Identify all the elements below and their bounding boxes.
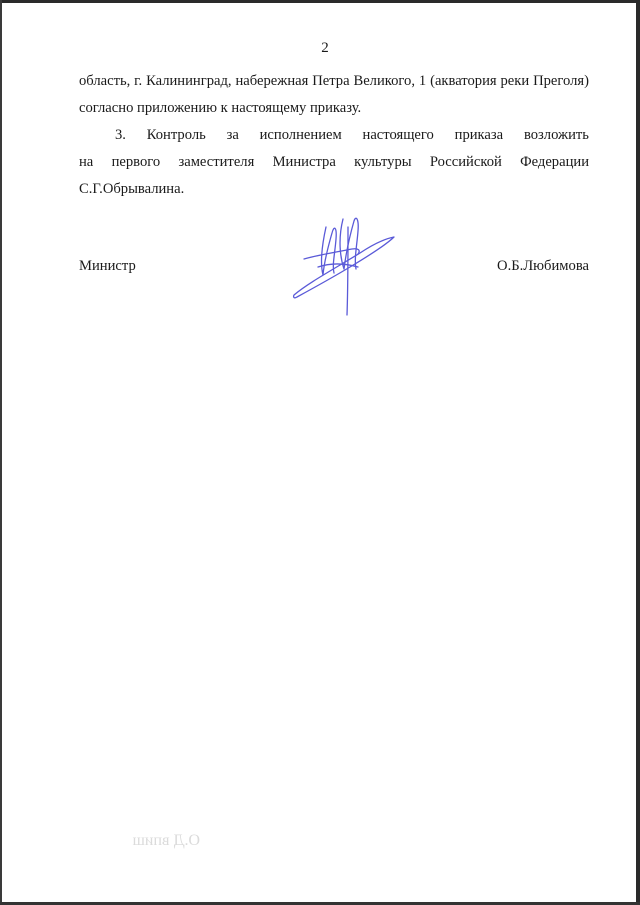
clause-number: 3.: [115, 127, 126, 143]
paragraph-line: [79, 149, 589, 176]
word: исполнением: [259, 127, 342, 143]
word: г.: [134, 73, 143, 89]
paragraph-line: согласно приложению к настоящему приказу.: [79, 100, 362, 116]
scan-edge-top: [0, 0, 640, 3]
word: Федерации: [520, 154, 589, 170]
word: Министра: [272, 154, 336, 170]
bleed-through-text: О.Д впиш: [132, 832, 200, 849]
word: (акватория: [430, 73, 497, 89]
page-number: 2: [321, 40, 329, 56]
word: Преголя): [533, 73, 589, 89]
word: область,: [79, 73, 131, 89]
paragraph-location: [79, 68, 589, 122]
scan-edge-left: [0, 0, 2, 905]
word: приказа: [454, 127, 504, 143]
word: Контроль: [146, 127, 206, 143]
word: заместителя: [178, 154, 255, 170]
word: за: [226, 127, 239, 143]
word: возложить: [523, 127, 589, 143]
paragraph-control-clause: [79, 122, 589, 203]
signer-title: Министр: [79, 258, 136, 274]
word: культуры: [354, 154, 412, 170]
paragraph-line: С.Г.Обрывалина.: [79, 181, 185, 197]
word: Великого,: [353, 73, 415, 89]
word: Российской: [429, 154, 502, 170]
handwritten-signature: [288, 205, 400, 321]
word: реки: [500, 73, 530, 89]
word: на: [79, 154, 94, 170]
word: набережная: [235, 73, 309, 89]
signer-name: О.Б.Любимова: [497, 258, 589, 274]
paragraph-line: [79, 68, 589, 95]
word: Петра: [312, 73, 350, 89]
scan-edge-right: [636, 0, 640, 905]
word: первого: [111, 154, 161, 170]
word: 1: [418, 73, 427, 89]
word: настоящего: [362, 127, 434, 143]
word: Калининград,: [146, 73, 232, 89]
paragraph-line: [79, 122, 589, 149]
